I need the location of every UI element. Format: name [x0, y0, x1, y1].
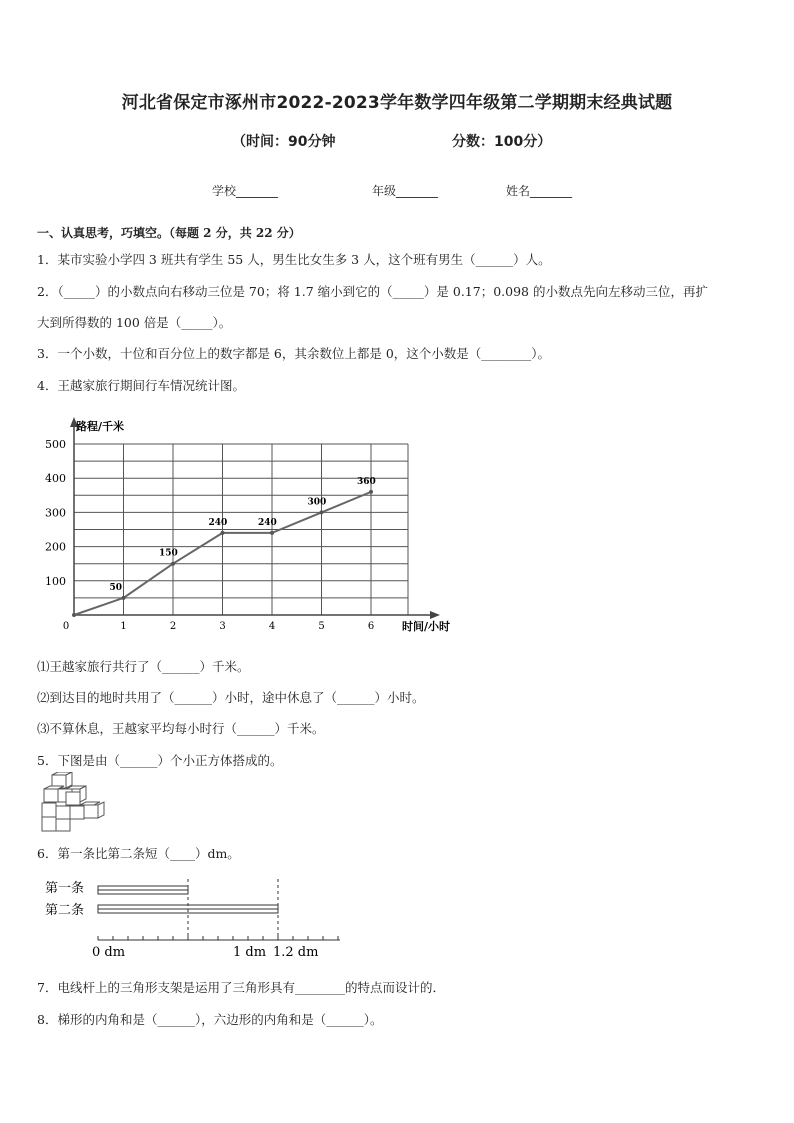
cube-front-face: [42, 817, 56, 831]
cube-side-face: [66, 772, 72, 788]
question-6: 6．第一条比第二条短（____）dm。: [37, 846, 240, 861]
time-info: （时间：90分钟: [232, 134, 336, 150]
question-2-cont: 大到所得数的 100 倍是（_____）。: [37, 315, 232, 330]
ruler-label-0: 0 dm: [92, 945, 126, 960]
chart-x-label: 时间/小时: [402, 620, 451, 633]
data-point: [369, 490, 373, 494]
ruler-label-1: 1 dm: [233, 945, 267, 960]
question-3: 3．一个小数，十位和百分位上的数字都是 6，其余数位上都是 0，这个小数是（________）。: [37, 346, 551, 361]
y-tick-label: 300: [45, 506, 66, 520]
data-label: 300: [307, 497, 327, 508]
ruler-label-1-2: 1.2 dm: [273, 945, 319, 960]
cube-side-face: [98, 802, 104, 818]
data-label: 150: [159, 548, 178, 559]
data-point: [270, 531, 274, 535]
data-label: 50: [109, 582, 123, 593]
x-tick-label: 4: [268, 621, 276, 632]
question-4-3: ⑶不算休息，王越家平均每小时行（______）千米。: [37, 721, 325, 736]
cube-stack-figure: [38, 772, 113, 834]
cube-side-face: [80, 786, 86, 802]
cube-front-face: [84, 805, 98, 818]
chart-axes: [70, 417, 440, 619]
bar-label-second: 第二条: [45, 903, 85, 918]
grade-field: 年级_______: [372, 184, 439, 198]
score-info: 分数：100分）: [452, 134, 552, 150]
data-point: [72, 613, 76, 617]
cube-front-face: [44, 789, 58, 802]
bar-length-figure: [40, 874, 350, 964]
question-1: 1．某市实验小学四 3 班共有学生 55 人，男生比女生多 3 人，这个班有男生（______）人。: [37, 252, 551, 267]
y-tick-label: 100: [45, 574, 66, 588]
data-point: [320, 510, 324, 514]
chart-y-label: 路程/千米: [76, 420, 125, 433]
cube-front-face: [70, 806, 84, 819]
name-field: 姓名_______: [506, 184, 573, 198]
x-tick-label: 5: [318, 621, 325, 632]
question-2: 2．（_____）的小数点向右移动三位是 70；将 1.7 缩小到它的（_____）是 0.17；0.098 的小数点先向左移动三位，再扩: [37, 284, 708, 299]
cube-front-face: [42, 803, 56, 817]
page-title: 河北省保定市涿州市2022-2023学年数学四年级第二学期期末经典试题: [121, 93, 673, 113]
question-7: 7．电线杆上的三角形支架是运用了三角形具有________的特点而设计的．: [37, 980, 445, 995]
data-point: [221, 531, 225, 535]
data-label: 240: [258, 517, 277, 528]
bar-label-first: 第一条: [45, 881, 85, 896]
question-4: 4．王越家旅行期间行车情况统计图。: [37, 378, 245, 393]
school-field: 学校_______: [212, 184, 279, 198]
data-point: [122, 596, 126, 600]
question-8: 8．梯形的内角和是（______），六边形的内角和是（______）。: [37, 1012, 383, 1027]
data-label: 240: [208, 517, 228, 528]
ruler-ticks: [98, 936, 338, 940]
x-tick-label: 6: [367, 621, 375, 632]
travel-line-chart: [30, 410, 480, 642]
x-tick-label: 1: [120, 621, 127, 632]
x-tick-label: 2: [169, 621, 177, 632]
question-4-2: ⑵到达目的地时共用了（______）小时，途中休息了（______）小时。: [37, 690, 425, 705]
x-axis-arrow: [430, 611, 440, 619]
question-4-1: ⑴王越家旅行共行了（______）千米。: [37, 659, 250, 674]
x-tick-label: 0: [62, 621, 70, 632]
question-5: 5．下图是由（______）个小正方体搭成的。: [37, 753, 283, 768]
cube-front-face: [66, 792, 80, 805]
data-label: 360: [357, 476, 376, 487]
y-tick-label: 500: [45, 438, 66, 451]
x-tick-label: 3: [219, 621, 226, 632]
y-tick-label: 400: [45, 472, 66, 486]
data-point: [171, 562, 175, 566]
cube-front-face: [56, 806, 70, 819]
y-tick-label: 200: [45, 540, 66, 554]
section-heading: 一、认真思考，巧填空。（每题 2 分，共 22 分）: [37, 226, 301, 240]
chart-grid: [45, 438, 408, 632]
cube-front-face: [56, 819, 70, 831]
